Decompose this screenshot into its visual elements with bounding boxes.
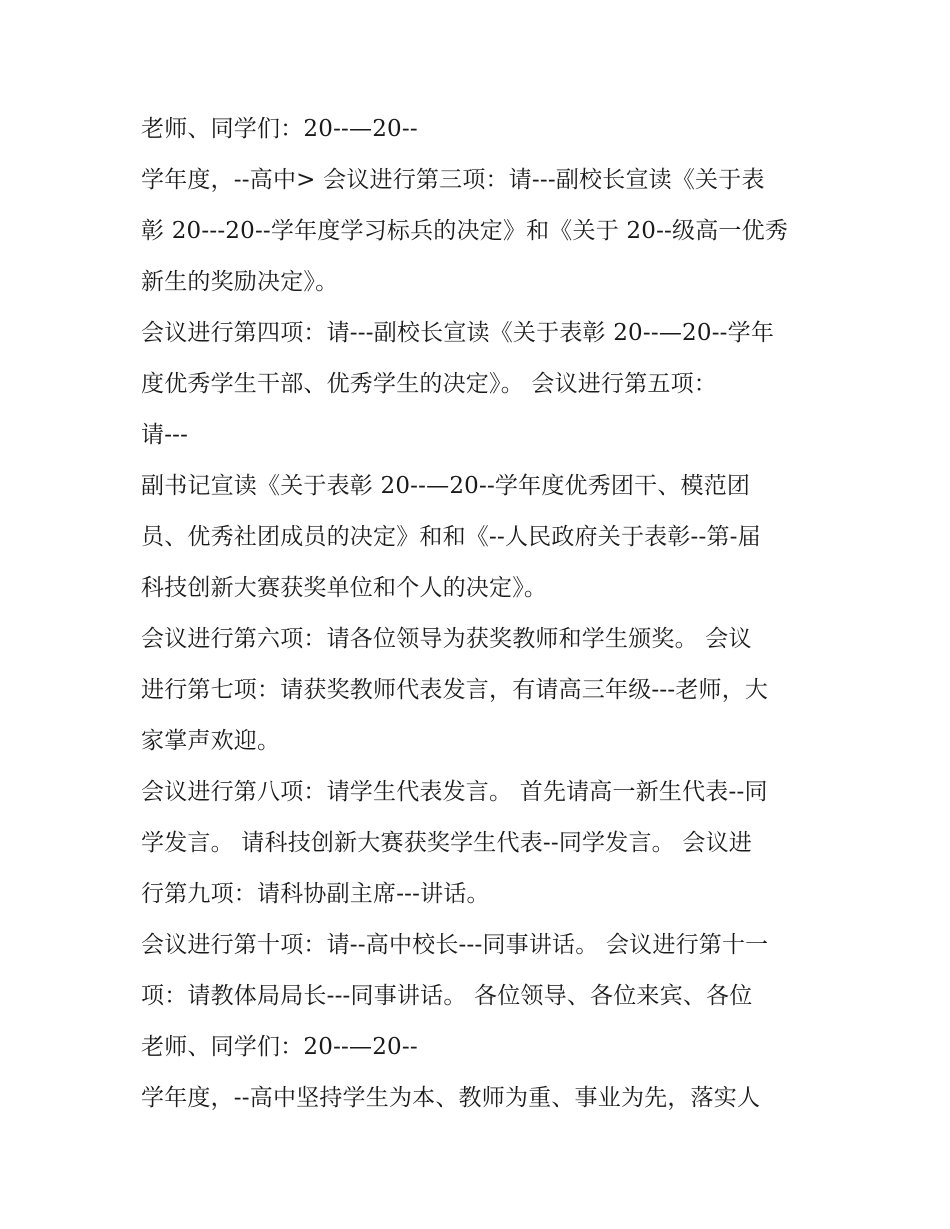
- text-line: 老师、同学们：20--—20--: [141, 1034, 418, 1060]
- text-line: 请---: [141, 422, 189, 448]
- text-line: 会议进行第六项：请各位领导为获奖教师和学生颁奖。 会议: [141, 626, 752, 652]
- text-line: 学年度，--高中坚持学生为本、教师为重、事业为先，落实人: [141, 1085, 761, 1111]
- text-line: 家掌声欢迎。: [141, 728, 281, 754]
- text-line: 行第九项：请科协副主席---讲话。: [141, 881, 490, 907]
- text-line: 学发言。 请科技创新大赛获奖学生代表--同学发言。 会议进: [141, 830, 752, 856]
- text-line: 会议进行第八项：请学生代表发言。 首先请高一新生代表--同: [141, 779, 768, 805]
- text-line: 进行第七项：请获奖教师代表发言，有请高三年级---老师，大: [141, 677, 769, 703]
- text-line: 彰 20---20--学年度学习标兵的决定》和《关于 20--级高一优秀: [141, 218, 789, 244]
- text-line: 副书记宣读《关于表彰 20--—20--学年度优秀团干、模范团: [141, 473, 751, 499]
- text-line: 学年度，--高中> 会议进行第三项：请---副校长宣读《关于表: [141, 167, 765, 193]
- text-line: 会议进行第十项：请--高中校长---同事讲话。 会议进行第十一: [141, 932, 769, 958]
- text-line: 项：请教体局局长---同事讲话。 各位领导、各位来宾、各位: [141, 983, 753, 1009]
- text-line: 会议进行第四项：请---副校长宣读《关于表彰 20--—20--学年: [141, 320, 775, 346]
- text-line: 老师、同学们：20--—20--: [141, 116, 418, 142]
- text-line: 员、优秀社团成员的决定》和和《--人民政府关于表彰--第-届: [141, 524, 761, 550]
- text-line: 度优秀学生干部、优秀学生的决定》。 会议进行第五项：: [141, 371, 718, 397]
- text-line: 科技创新大赛获奖单位和个人的决定》。: [141, 575, 548, 601]
- document-body: [141, 104, 821, 1124]
- text-line: 新生的奖励决定》。: [141, 269, 339, 295]
